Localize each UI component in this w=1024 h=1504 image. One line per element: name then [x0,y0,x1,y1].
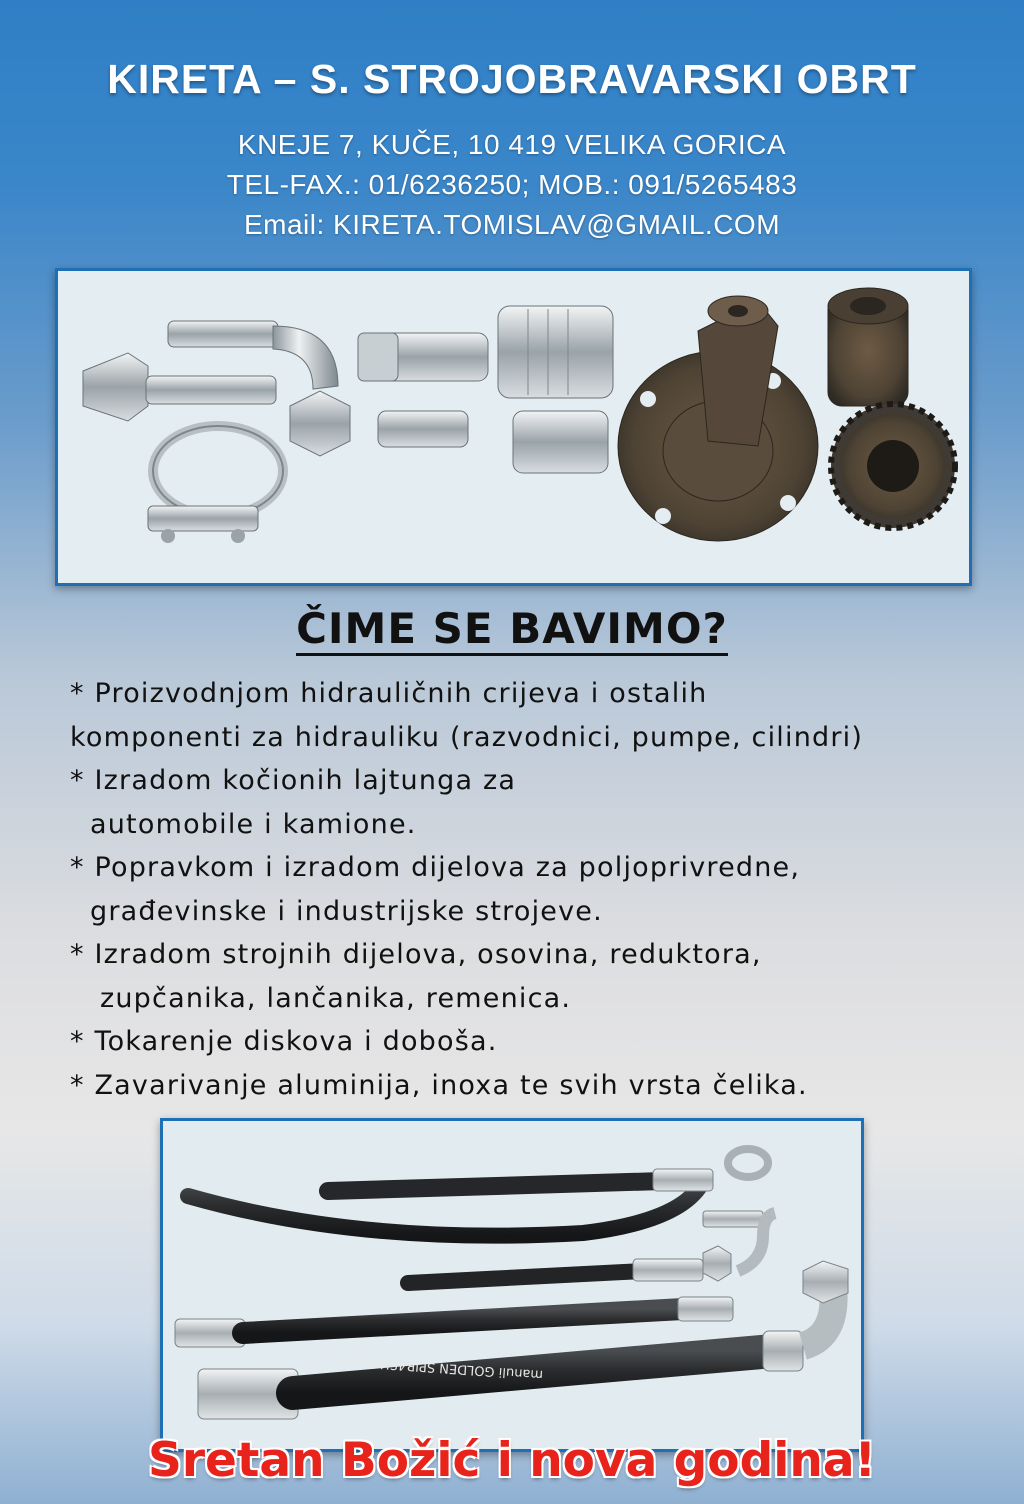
service-line: građevinske i industrijske strojeve. [90,895,603,927]
email-line: Email: KIRETA.TOMISLAV@GMAIL.COM [243,209,781,240]
services-heading [0,604,1024,653]
hoses-photo [160,1118,864,1452]
service-line: zupčanika, lančanika, remenica. [100,982,572,1014]
service-line: komponenti za hidrauliku (razvodnici, pumpe, cilindri) [70,721,864,753]
service-line: * Tokarenje diskova i doboša. [70,1026,498,1057]
service-line: * Izradom strojnih dijelova, osovina, reduktora, [70,939,762,970]
phone-line: TEL-FAX.: 01/6236250; MOB.: 091/5265483 [226,169,798,200]
service-line: * Zavarivanje aluminija, inoxa te svih vrsta čelika. [70,1069,808,1101]
service-line: automobile i kamione. [90,808,417,840]
greeting-text: Sretan Božić i nova godina! [148,1433,876,1488]
hose-label: manuli GOLDEN SPIR4SH Dia -12 [328,1352,544,1382]
service-line: * Popravkom i izradom dijelova za poljoprivredne, [70,852,801,883]
company-title: KIRETA – S. STROJOBRAVARSKI OBRT [107,56,917,102]
services-list [70,672,1000,1107]
service-line: * Proizvodnjom hidrauličnih crijeva i ostalih [70,678,708,709]
service-line: * Izradom kočionih lajtunga za [70,765,517,796]
heading-text: ČIME SE BAVIMO? [296,604,728,656]
address-line: KNEJE 7, KUČE, 10 419 VELIKA GORICA [237,129,787,160]
fittings-photo [55,268,972,586]
